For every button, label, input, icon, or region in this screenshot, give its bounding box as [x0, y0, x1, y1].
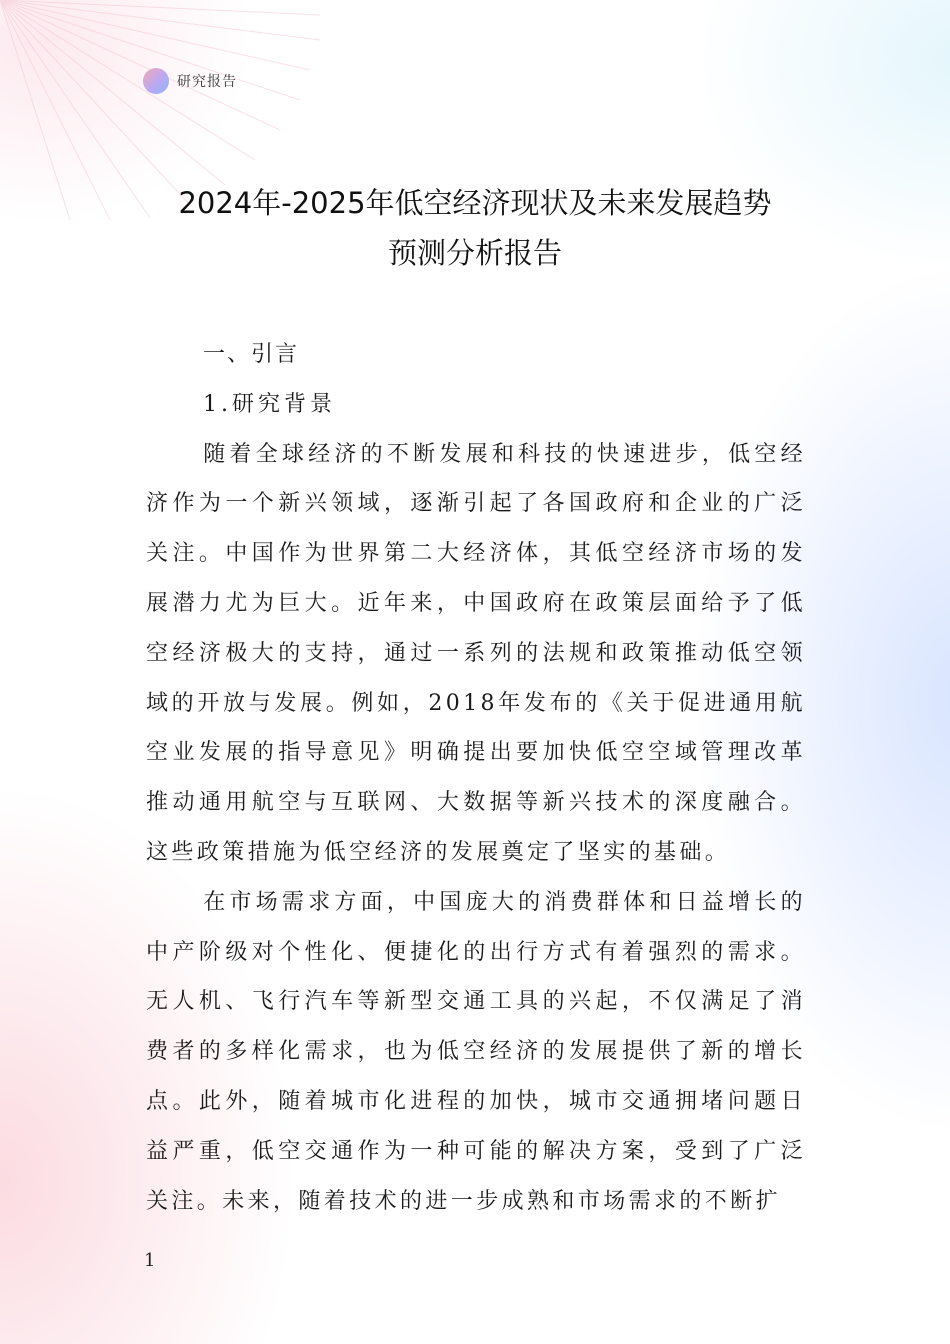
brand-logo-icon — [143, 68, 169, 94]
title-line-1: 2024年-2025年低空经济现状及未来发展趋势 — [178, 186, 772, 220]
body-paragraph-1: 随着全球经济的不断发展和科技的快速进步，低空经济作为一个新兴领域，逐渐引起了各国政府和企业的广泛关注。中国作为世界第二大经济体，其低空经济市场的发展潜力尤为巨大。近年来，中国政府在政策层面给予了低空经济极大的支持，通过一系列的法规和政策推动低空领域的开放与发展。例如，2018年发布的《关于促进通用航空业发展的指导意见》明确提出要加快低空空域管理改革推动通用航空与互联网、大数据等新兴技术的深度融合。这些政策措施为低空经济的发展奠定了坚实的基础。 — [146, 441, 806, 865]
section-heading: 一、引言 — [203, 342, 300, 367]
title-line-2: 预测分析报告 — [387, 236, 562, 270]
brand-label: 研究报告 — [177, 74, 237, 90]
brand-header — [143, 68, 237, 94]
subsection-heading: 1.研究背景 — [203, 391, 336, 417]
body-paragraph-2: 在市场需求方面，中国庞大的消费群体和日益增长的中产阶级对个性化、便捷化的出行方式有着强烈的需求。无人机、飞行汽车等新型交通工具的兴起，不仅满足了消费者的多样化需求，也为低空经济的发展提供了新的增长点。此外，随着城市化进程的加快，城市交通拥堵问题日益严重，低空交通作为一种可能的解决方案，受到了广泛关注。未来，随着技术的进一步成熟和市场需求的不断扩 — [146, 889, 806, 1214]
page-number: 1 — [144, 1250, 156, 1271]
document-title — [0, 178, 950, 278]
document-body — [146, 330, 806, 1226]
